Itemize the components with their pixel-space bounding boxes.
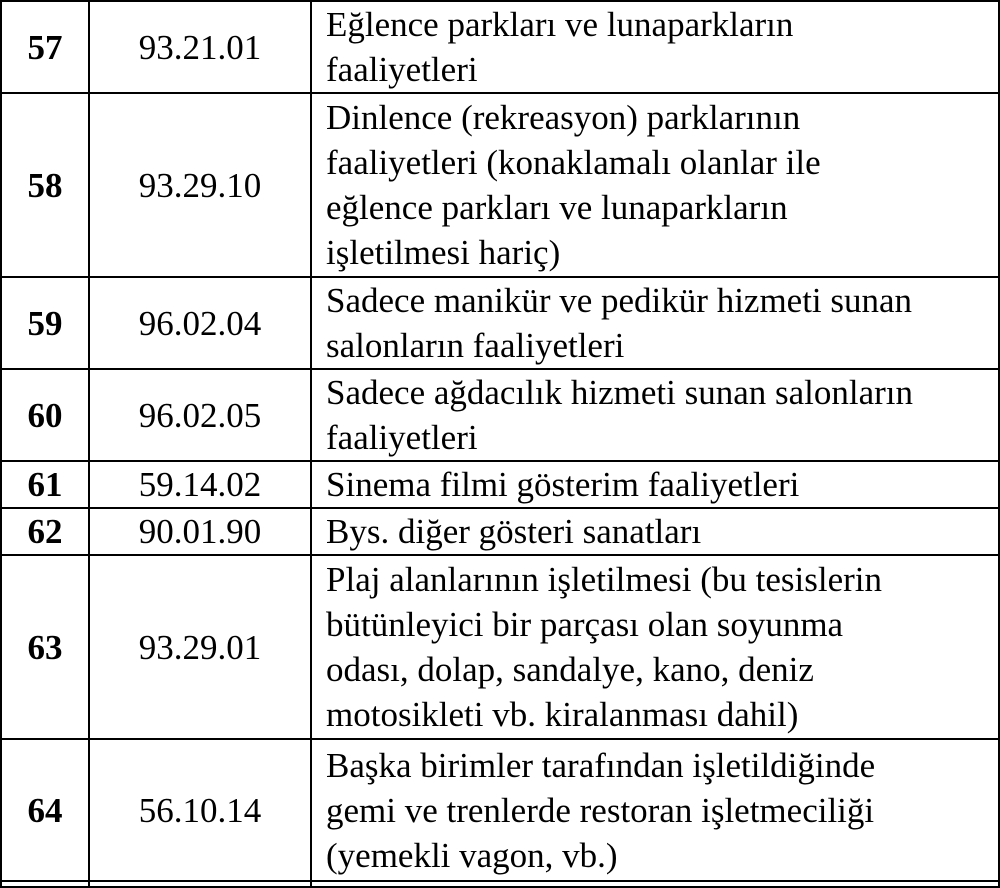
activity-code: 93.29.10 bbox=[89, 93, 311, 277]
row-number: 57 bbox=[1, 1, 89, 93]
row-number: 62 bbox=[1, 508, 89, 555]
description-line: gemi ve trenlerde restoran işletmeciliği bbox=[326, 790, 875, 830]
table-row bbox=[1, 739, 999, 881]
description-line: Dinlence (rekreasyon) parklarının bbox=[326, 98, 801, 137]
table-row bbox=[1, 369, 999, 461]
description-line: Sinema filmi gösterim faaliyetleri bbox=[326, 465, 800, 504]
activity-description bbox=[311, 93, 999, 277]
activity-description bbox=[311, 461, 999, 508]
activity-code bbox=[89, 881, 311, 887]
activity-code: 90.01.90 bbox=[89, 508, 311, 555]
description-line: faaliyetleri (konaklamalı olanlar ile bbox=[326, 143, 821, 182]
activity-description bbox=[311, 881, 999, 887]
table-row-cut-off bbox=[1, 881, 999, 887]
description-line: bütünleyici bir parçası olan soyunma bbox=[326, 605, 844, 644]
description-line: Başka birimler tarafından işletildiğinde bbox=[326, 745, 876, 785]
activity-description bbox=[311, 739, 999, 881]
activity-description bbox=[311, 555, 999, 739]
row-number bbox=[1, 881, 89, 887]
row-number: 64 bbox=[1, 739, 89, 881]
table-row bbox=[1, 508, 999, 555]
table-row bbox=[1, 277, 999, 369]
description-line: odası, dolap, sandalye, kano, deniz bbox=[326, 650, 814, 689]
activity-code: 96.02.04 bbox=[89, 277, 311, 369]
description-line: işletilmesi hariç) bbox=[326, 233, 561, 272]
description-line: motosikleti vb. kiralanması dahil) bbox=[326, 695, 799, 734]
description-line: Eğlence parkları ve lunaparkların bbox=[326, 5, 794, 44]
description-line: salonların faaliyetleri bbox=[326, 326, 625, 365]
activity-description bbox=[311, 1, 999, 93]
description-line: Plaj alanlarının işletilmesi (bu tesislerin bbox=[326, 560, 883, 599]
table-row bbox=[1, 93, 999, 277]
row-number: 58 bbox=[1, 93, 89, 277]
row-number: 59 bbox=[1, 277, 89, 369]
description-line: Sadece manikür ve pedikür hizmeti sunan bbox=[326, 281, 913, 320]
activity-description bbox=[311, 369, 999, 461]
row-number: 63 bbox=[1, 555, 89, 739]
activity-code: 59.14.02 bbox=[89, 461, 311, 508]
description-line: faaliyetleri bbox=[326, 418, 478, 457]
activity-code: 93.29.01 bbox=[89, 555, 311, 739]
description-line: (yemekli vagon, vb.) bbox=[326, 835, 618, 875]
description-line: faaliyetleri bbox=[326, 50, 478, 89]
activity-code: 96.02.05 bbox=[89, 369, 311, 461]
row-number: 60 bbox=[1, 369, 89, 461]
activity-code: 93.21.01 bbox=[89, 1, 311, 93]
activity-description bbox=[311, 508, 999, 555]
row-number: 61 bbox=[1, 461, 89, 508]
table-row bbox=[1, 555, 999, 739]
description-line: eğlence parkları ve lunaparkların bbox=[326, 188, 788, 227]
activity-description bbox=[311, 277, 999, 369]
description-line: Bys. diğer gösteri sanatları bbox=[326, 512, 702, 551]
description-line: Sadece ağdacılık hizmeti sunan salonların bbox=[326, 373, 914, 412]
table-row bbox=[1, 461, 999, 508]
activity-code: 56.10.14 bbox=[89, 739, 311, 881]
table-row bbox=[1, 1, 999, 93]
